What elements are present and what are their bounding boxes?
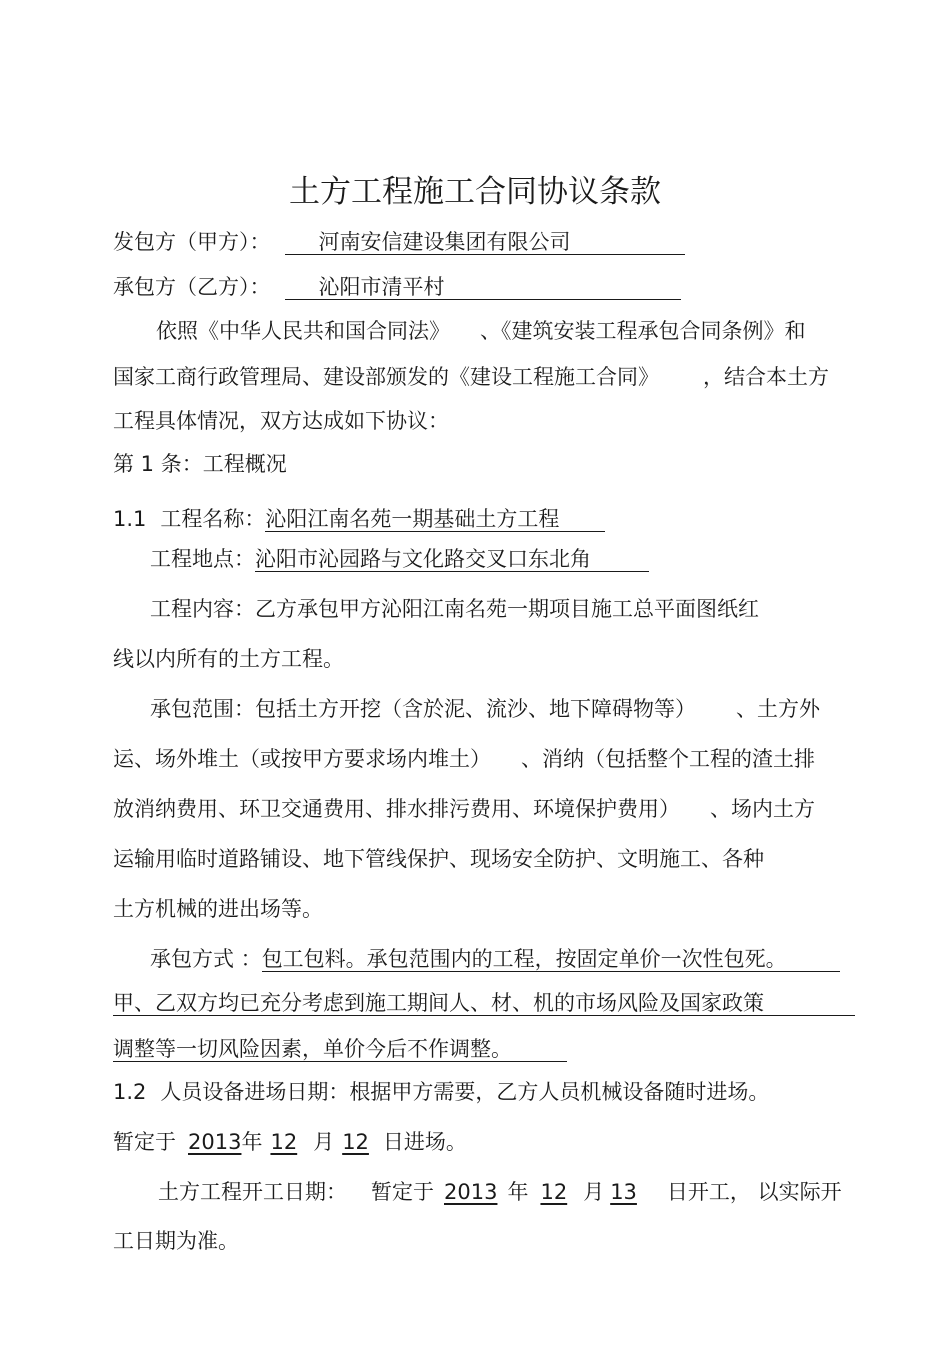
entry-month: 12 (270, 1130, 298, 1154)
party-a-line (113, 228, 685, 256)
method-label: 承包方式 ： (150, 947, 262, 971)
scope-text: 承包范围：包括土方开挖（含於泥、流沙、地下障碍物等） (150, 697, 696, 721)
preamble-line-2 (113, 363, 829, 391)
entry-day: 12 (342, 1130, 369, 1154)
project-content-line-2: 线以内所有的土方工程。 (113, 647, 344, 671)
scope-line-1 (150, 695, 820, 723)
method-line-2 (113, 989, 855, 1017)
article-1-heading: 第 1 条：工程概况 (113, 452, 287, 476)
method-value: 甲、乙双方均已充分考虑到施工期间人、材、机的市场风险及国家政策 (113, 991, 855, 1016)
scope-line-5: 土方机械的进出场等。 (113, 897, 323, 921)
preamble-text: 依照《中华人民共和国合同法》 (156, 319, 450, 343)
start-year: 2013 (444, 1180, 498, 1204)
project-name-value: 沁阳江南名苑一期基础土方工程 (265, 507, 605, 532)
scope-line-4: 运输用临时道路铺设、地下管线保护、现场安全防护、文明施工、各种 (113, 847, 764, 871)
item-number: 1.2 (113, 1080, 147, 1104)
preamble-text: 国家工商行政管理局、建设部颁发的《建设工程施工合同》 (113, 365, 659, 389)
scope-text: 、场内土方 (710, 797, 815, 821)
item-number: 1.1 (113, 507, 147, 531)
start-day: 13 (610, 1180, 637, 1204)
project-location-value: 沁阳市沁园路与文化路交叉口东北角 (255, 547, 649, 572)
method-value: 包工包料。承包范围内的工程，按固定单价一次性包死。 (262, 947, 840, 972)
start-prefix: 暂定于 (371, 1180, 434, 1204)
scope-text: 运、场外堆土（或按甲方要求场内堆土） (113, 747, 491, 771)
item-1-1-name-line (113, 505, 605, 533)
party-a-value: 河南安信建设集团有限公司 (285, 230, 685, 255)
scope-text: 、土方外 (736, 697, 820, 721)
entry-suffix: 日进场。 (382, 1130, 467, 1154)
start-month: 12 (540, 1180, 568, 1204)
preamble-text: ，结合本土方 (703, 365, 829, 389)
project-content-line-1: 工程内容：乙方承包甲方沁阳江南名苑一期项目施工总平面图纸红 (150, 597, 759, 621)
scope-line-2 (113, 745, 815, 773)
entry-date-line (113, 1128, 467, 1156)
start-date-label: 土方工程开工日期： (158, 1180, 347, 1204)
start-date-line-2: 工日期为准。 (113, 1229, 239, 1253)
method-line-3 (113, 1035, 567, 1063)
entry-prefix: 暂定于 (113, 1130, 176, 1154)
preamble-line-3: 工程具体情况，双方达成如下协议： (113, 409, 449, 433)
scope-text: 放消纳费用、环卫交通费用、排水排污费用、环境保护费用） (113, 797, 680, 821)
project-name-label: 工程名称： (160, 507, 266, 531)
entry-date-text: 人员设备进场日期：根据甲方需要，乙方人员机械设备随时进场。 (160, 1080, 770, 1104)
entry-year: 2013 (188, 1130, 242, 1154)
year-unit: 年 (507, 1180, 529, 1204)
method-line-1 (150, 945, 840, 973)
preamble-line-1 (156, 317, 806, 345)
party-b-value: 沁阳市清平村 (285, 275, 681, 300)
project-location-line (150, 545, 649, 573)
party-b-line (113, 273, 681, 301)
month-unit: 月 (313, 1130, 335, 1154)
party-b-label: 承包方（乙方）： (113, 275, 271, 299)
preamble-text: 、《建筑安装工程承包合同条例》和 (480, 319, 806, 343)
scope-line-3 (113, 795, 815, 823)
item-1-2-line (113, 1078, 769, 1106)
month-unit: 月 (583, 1180, 605, 1204)
start-date-line (158, 1178, 842, 1206)
method-value: 调整等一切风险因素，单价今后不作调整。 (113, 1037, 567, 1062)
start-suffix: 日开工， 以实际开 (666, 1180, 842, 1204)
document-title: 土方工程施工合同协议条款 (289, 174, 661, 210)
party-a-label: 发包方（甲方）： (113, 230, 271, 254)
project-location-label: 工程地点： (150, 547, 255, 571)
scope-text: 、消纳（包括整个工程的渣土排 (521, 747, 815, 771)
year-unit: 年 (241, 1130, 263, 1154)
